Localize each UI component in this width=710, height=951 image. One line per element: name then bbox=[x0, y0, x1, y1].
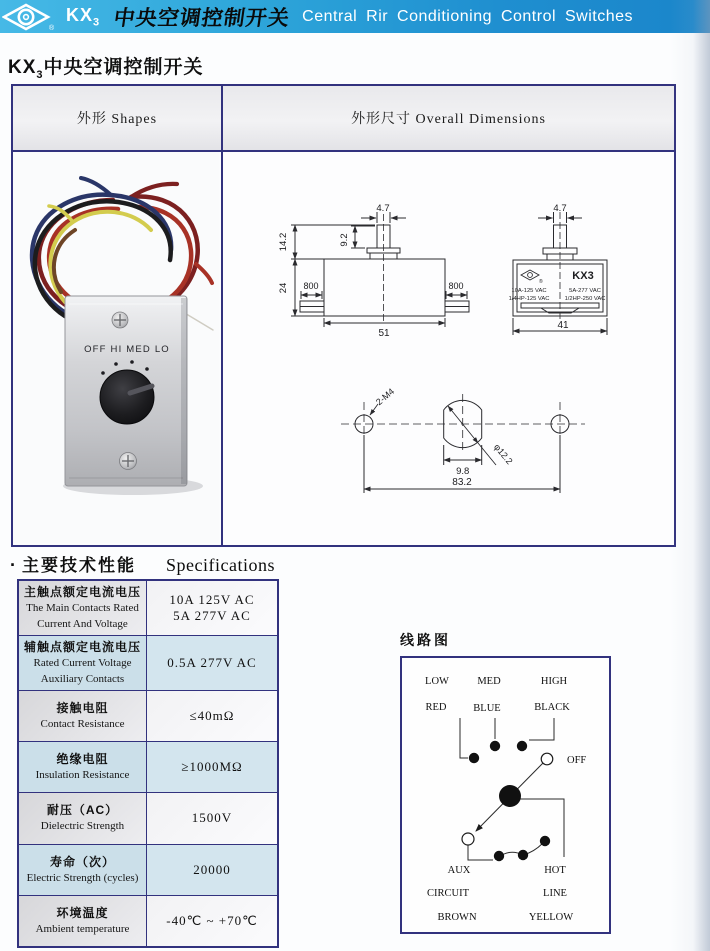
spec-label-en: Dielectric Strength bbox=[40, 820, 125, 833]
circuit-diagram-title: 线路图 bbox=[400, 632, 451, 648]
spec-value: ≤40mΩ bbox=[189, 707, 235, 723]
rating-right-2: 1/2HP-250 VAC bbox=[564, 296, 606, 302]
spec-value: ≥1000MΩ bbox=[181, 759, 243, 775]
spec-value-cell bbox=[147, 636, 277, 690]
brand-logo-icon bbox=[2, 2, 60, 32]
dim-body-height: 24 bbox=[278, 282, 289, 294]
spec-label-cn: 寿命（次） bbox=[49, 854, 115, 869]
rating-left-2: 1/4HP-125 VAC bbox=[508, 296, 550, 302]
spec-label-en: Ambient temperature bbox=[35, 922, 130, 935]
specifications-heading-cn: 主要技术性能 bbox=[22, 556, 136, 575]
spec-label-en: Electric Strength (cycles) bbox=[26, 871, 139, 884]
label-black: BLACK bbox=[534, 702, 570, 713]
spec-row-ambient-temperature bbox=[19, 896, 277, 946]
contact-black bbox=[517, 741, 527, 751]
spec-label-cn: 环境温度 bbox=[56, 905, 109, 920]
circuit-diagram bbox=[402, 658, 609, 932]
scan-edge-shade-wide bbox=[670, 0, 710, 951]
dim-hole-span: 83.2 bbox=[452, 477, 472, 488]
spec-row-aux-contacts bbox=[19, 636, 277, 691]
label-low: LOW bbox=[425, 676, 449, 687]
spec-value-cell bbox=[147, 845, 277, 895]
scan-edge-shade bbox=[693, 0, 710, 951]
label-aux: AUX bbox=[447, 865, 471, 876]
circuit-diagram-box bbox=[400, 656, 611, 934]
circuit-contacts bbox=[462, 741, 553, 861]
dim-total-height: 14.2 bbox=[278, 232, 289, 252]
spec-value: 1500V bbox=[191, 810, 233, 826]
contact-red bbox=[469, 753, 479, 763]
specifications-table bbox=[17, 579, 279, 948]
dim-hole-diameter: φ12.2 bbox=[491, 441, 515, 467]
spec-value-cell bbox=[147, 742, 277, 792]
spec-label-cn: 接触电阻 bbox=[56, 700, 109, 715]
contact-aux bbox=[462, 833, 474, 845]
header-title-cn: 中央空调控制开关 bbox=[112, 6, 292, 30]
switch-plate bbox=[63, 296, 203, 495]
spec-value: 0.5A 277V AC bbox=[167, 654, 257, 670]
header-title-en: Central Rir Conditioning Control Switches bbox=[302, 7, 633, 25]
dim-shaft-height: 9.2 bbox=[339, 233, 350, 247]
rating-left-1: 10A-125 VAC bbox=[511, 288, 547, 294]
dim-wire-right: 800 bbox=[448, 281, 464, 291]
contact-blue bbox=[490, 741, 500, 751]
heading-bullet: · bbox=[10, 555, 16, 575]
spec-label-cell bbox=[19, 691, 147, 741]
spec-label-cn: 耐压（AC） bbox=[46, 803, 119, 818]
rating-right-1: 5A-277 VAC bbox=[569, 288, 601, 294]
spec-row-contact-resistance bbox=[19, 691, 277, 742]
spec-row-main-contacts bbox=[19, 581, 277, 636]
dimensions-column-header: 外形尺寸 Overall Dimensions bbox=[351, 112, 546, 127]
spec-label-en: Insulation Resistance bbox=[35, 769, 130, 782]
label-circuit: CIRCUIT bbox=[427, 888, 469, 899]
spec-label-cell bbox=[19, 845, 147, 895]
spec-label-cn: 辅触点额定电流电压 bbox=[23, 639, 141, 654]
spec-value: 20000 bbox=[193, 861, 231, 877]
spec-value-cell bbox=[147, 691, 277, 741]
dim-screw-holes: 2-M4 bbox=[373, 386, 397, 408]
page-title: $KX_3$中央空调控制开关 bbox=[8, 57, 204, 81]
spec-row-life-cycles bbox=[19, 845, 277, 896]
contact-dot-1 bbox=[494, 851, 504, 861]
spec-value-2: 5A 277V AC bbox=[173, 607, 251, 623]
dimension-drawings-cell bbox=[223, 152, 674, 545]
dim-shaft-width: 4.7 bbox=[376, 203, 390, 214]
contact-dot-2 bbox=[518, 850, 528, 860]
spec-label-cn: 绝缘电阻 bbox=[56, 752, 109, 767]
dim-hole-flat: 9.8 bbox=[456, 466, 470, 477]
dimension-drawings bbox=[223, 152, 674, 545]
label-off: OFF bbox=[567, 755, 587, 766]
spec-label-en: Rated Current Voltage Auxiliary Contacts bbox=[33, 656, 132, 685]
rotor-common bbox=[499, 785, 521, 807]
dim-wire-left: 800 bbox=[303, 281, 319, 291]
label-high: HIGH bbox=[540, 676, 568, 687]
spec-value: 10A 125V AC bbox=[169, 591, 255, 607]
side-registered-mark: ® bbox=[539, 279, 543, 285]
mounting-holes-labels bbox=[374, 386, 515, 488]
front-view-drawing bbox=[291, 212, 469, 327]
label-brown: BROWN bbox=[437, 912, 477, 923]
product-photo-cell bbox=[13, 152, 223, 545]
table-body-row bbox=[13, 152, 674, 545]
contact-off bbox=[541, 753, 553, 765]
label-line: LINE bbox=[543, 888, 567, 899]
spec-value-cell bbox=[147, 793, 277, 843]
side-model-label: KX3 bbox=[572, 270, 594, 282]
logo-registered-mark: ® bbox=[49, 24, 55, 32]
spec-value: -40℃ ~ +70℃ bbox=[166, 912, 258, 928]
label-yellow: YELLOW bbox=[528, 912, 574, 923]
spec-label-cell bbox=[19, 742, 147, 792]
shapes-column-header: 外形 Shapes bbox=[13, 86, 223, 150]
header-banner bbox=[0, 0, 710, 33]
brand-model: $KX_3$ bbox=[66, 4, 101, 29]
dim-side-shaft-width: 4.7 bbox=[553, 203, 567, 214]
spec-label-cell bbox=[19, 636, 147, 690]
spec-label-cell bbox=[19, 896, 147, 946]
product-photo bbox=[13, 152, 219, 543]
table-header-row bbox=[13, 86, 674, 152]
spec-label-cn: 主触点额定电流电压 bbox=[23, 585, 141, 599]
label-blue: BLUE bbox=[473, 703, 501, 714]
dim-side-body-width: 41 bbox=[557, 320, 569, 331]
label-med: MED bbox=[477, 676, 501, 687]
spec-label-en: Contact Resistance bbox=[40, 717, 125, 730]
contact-dot-3 bbox=[540, 836, 550, 846]
circuit-labels-bottom bbox=[427, 755, 586, 923]
knob-position-labels: OFF HI MED LO bbox=[84, 344, 170, 355]
specifications-heading bbox=[10, 551, 275, 576]
spec-value-cell bbox=[147, 581, 277, 635]
spec-row-insulation-resistance bbox=[19, 742, 277, 793]
circuit-labels-top bbox=[425, 676, 570, 714]
label-red: RED bbox=[425, 702, 447, 713]
label-hot: HOT bbox=[544, 865, 566, 876]
spec-label-cell bbox=[19, 581, 147, 635]
specifications-heading-en: Specifications bbox=[166, 555, 275, 575]
spec-label-cell bbox=[19, 793, 147, 843]
spec-value-cell bbox=[147, 896, 277, 946]
spec-row-dielectric-strength bbox=[19, 793, 277, 844]
shapes-dimensions-table bbox=[11, 84, 676, 547]
dim-body-width: 51 bbox=[378, 328, 390, 339]
front-view-labels bbox=[278, 203, 464, 339]
rotary-knob bbox=[100, 370, 154, 424]
spec-label-en: The Main Contacts Rated Current And Voltage bbox=[26, 602, 139, 630]
